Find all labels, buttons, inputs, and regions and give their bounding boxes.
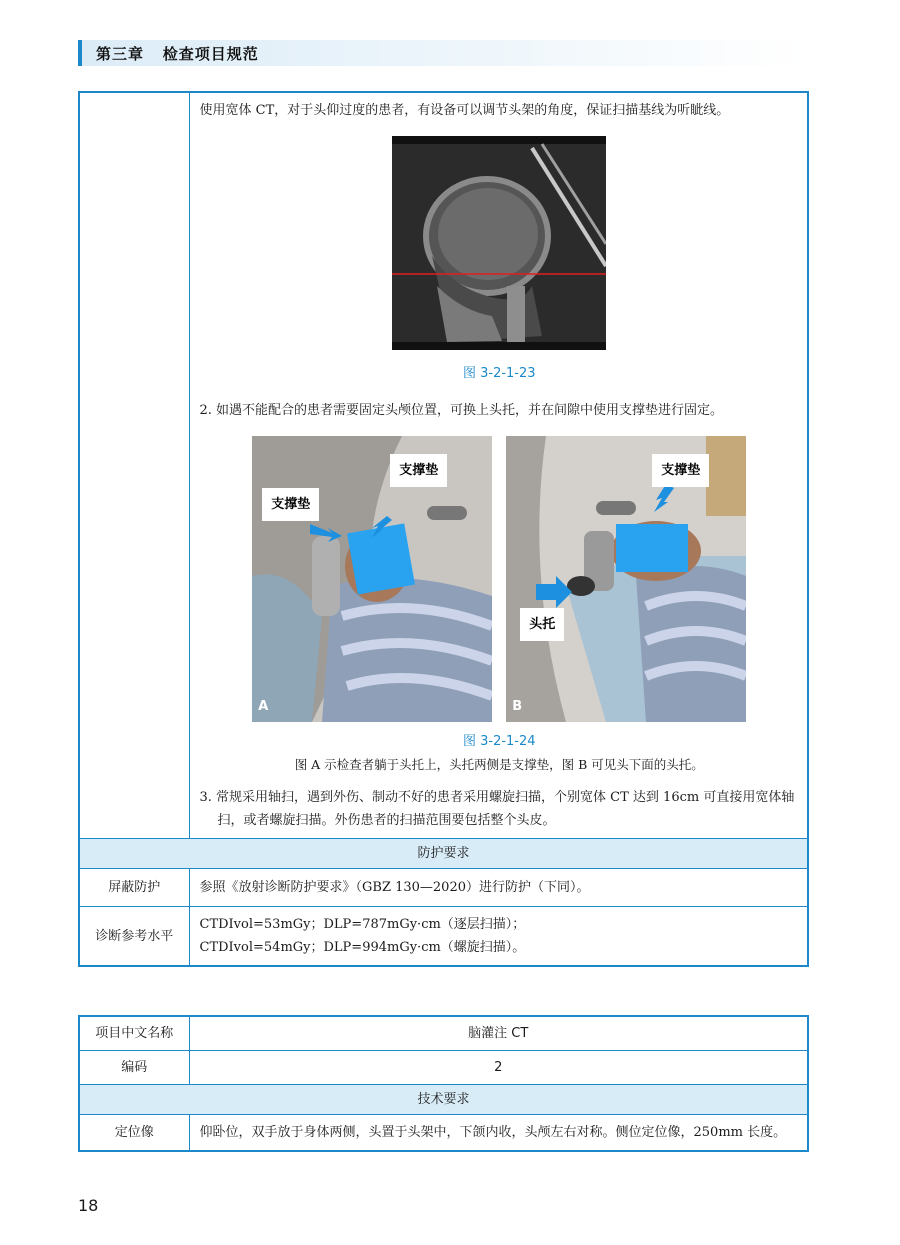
figure2-photos bbox=[200, 436, 800, 722]
drl-line-2: CTDIvol=54mGy；DLP=994mGy·cm（螺旋扫描）。 bbox=[199, 940, 526, 955]
code-label: 编码 bbox=[79, 1050, 189, 1084]
brain-perfusion-ct-table bbox=[78, 1015, 809, 1152]
photo-a-label: A bbox=[258, 699, 269, 714]
chapter-number: 第三章 bbox=[96, 45, 145, 63]
drl-label: 诊断参考水平 bbox=[79, 907, 189, 967]
figure2-caption: 图 3-2-1-24 bbox=[462, 734, 536, 749]
callout-headrest: 头托 bbox=[520, 608, 564, 641]
drl-row bbox=[79, 907, 808, 967]
ct-lateral-scout-image bbox=[392, 136, 606, 350]
item3-text: 3. 常规采用轴扫，遇到外伤、制动不好的患者采用螺旋扫描，个别宽体 CT 达到 16cm 可直接用宽体轴扫，或者螺旋扫描。外伤患者的扫描范围要包括整个头皮。 bbox=[199, 790, 795, 828]
section-protection-row bbox=[79, 839, 808, 869]
empty-label-cell bbox=[79, 92, 189, 839]
drl-line-1: CTDIvol=53mGy；DLP=787mGy·cm（逐层扫描）； bbox=[199, 917, 526, 932]
scout-value: 仰卧位，双手放于身体两侧，头置于头架中，下颌内收，头颅左右对称。侧位定位像，250mm 长度。 bbox=[189, 1114, 808, 1151]
project-name-row bbox=[79, 1016, 808, 1050]
figure2-description: 图 A 示检查者躺于头托上，头托两侧是支撑垫，图 B 可见头下面的头托。 bbox=[294, 757, 704, 772]
scout-label: 定位像 bbox=[79, 1114, 189, 1151]
callout-support-pad-right: 支撑垫 bbox=[390, 454, 447, 487]
photo-a bbox=[252, 436, 492, 722]
shielding-row bbox=[79, 869, 808, 907]
code-row bbox=[79, 1050, 808, 1084]
chapter-title bbox=[96, 43, 259, 64]
scan-method-content bbox=[189, 92, 808, 839]
ct-spec-table-continued bbox=[78, 91, 809, 967]
intro-text: 使用宽体 CT，对于头仰过度的患者，有设备可以调节头架的角度，保证扫描基线为听眦线。 bbox=[199, 103, 730, 118]
photo-b-label: B bbox=[512, 699, 523, 714]
scout-row bbox=[79, 1114, 808, 1151]
code-value: 2 bbox=[189, 1050, 808, 1084]
chapter-header bbox=[78, 40, 808, 66]
shielding-label: 屏蔽防护 bbox=[79, 869, 189, 907]
section-protection-title: 防护要求 bbox=[79, 839, 808, 869]
shielding-value: 参照《放射诊断防护要求》（GBZ 130—2020）进行防护（下同）。 bbox=[189, 869, 808, 907]
page-number: 18 bbox=[78, 1196, 99, 1215]
project-name-value: 脑灌注 CT bbox=[189, 1016, 808, 1050]
callout-support-pad-left: 支撑垫 bbox=[262, 488, 319, 521]
section-technical-row bbox=[79, 1084, 808, 1114]
drl-value bbox=[189, 907, 808, 967]
photo-b bbox=[506, 436, 746, 722]
scan-method-row bbox=[79, 92, 808, 839]
figure1-caption: 图 3-2-1-23 bbox=[462, 366, 536, 381]
callout-support-pad: 支撑垫 bbox=[652, 454, 709, 487]
item2-text: 2. 如遇不能配合的患者需要固定头颅位置，可换上头托，并在间隙中使用支撑垫进行固定。 bbox=[199, 403, 724, 418]
chapter-name: 检查项目规范 bbox=[162, 45, 259, 63]
section-technical-title: 技术要求 bbox=[79, 1084, 808, 1114]
project-name-label: 项目中文名称 bbox=[79, 1016, 189, 1050]
